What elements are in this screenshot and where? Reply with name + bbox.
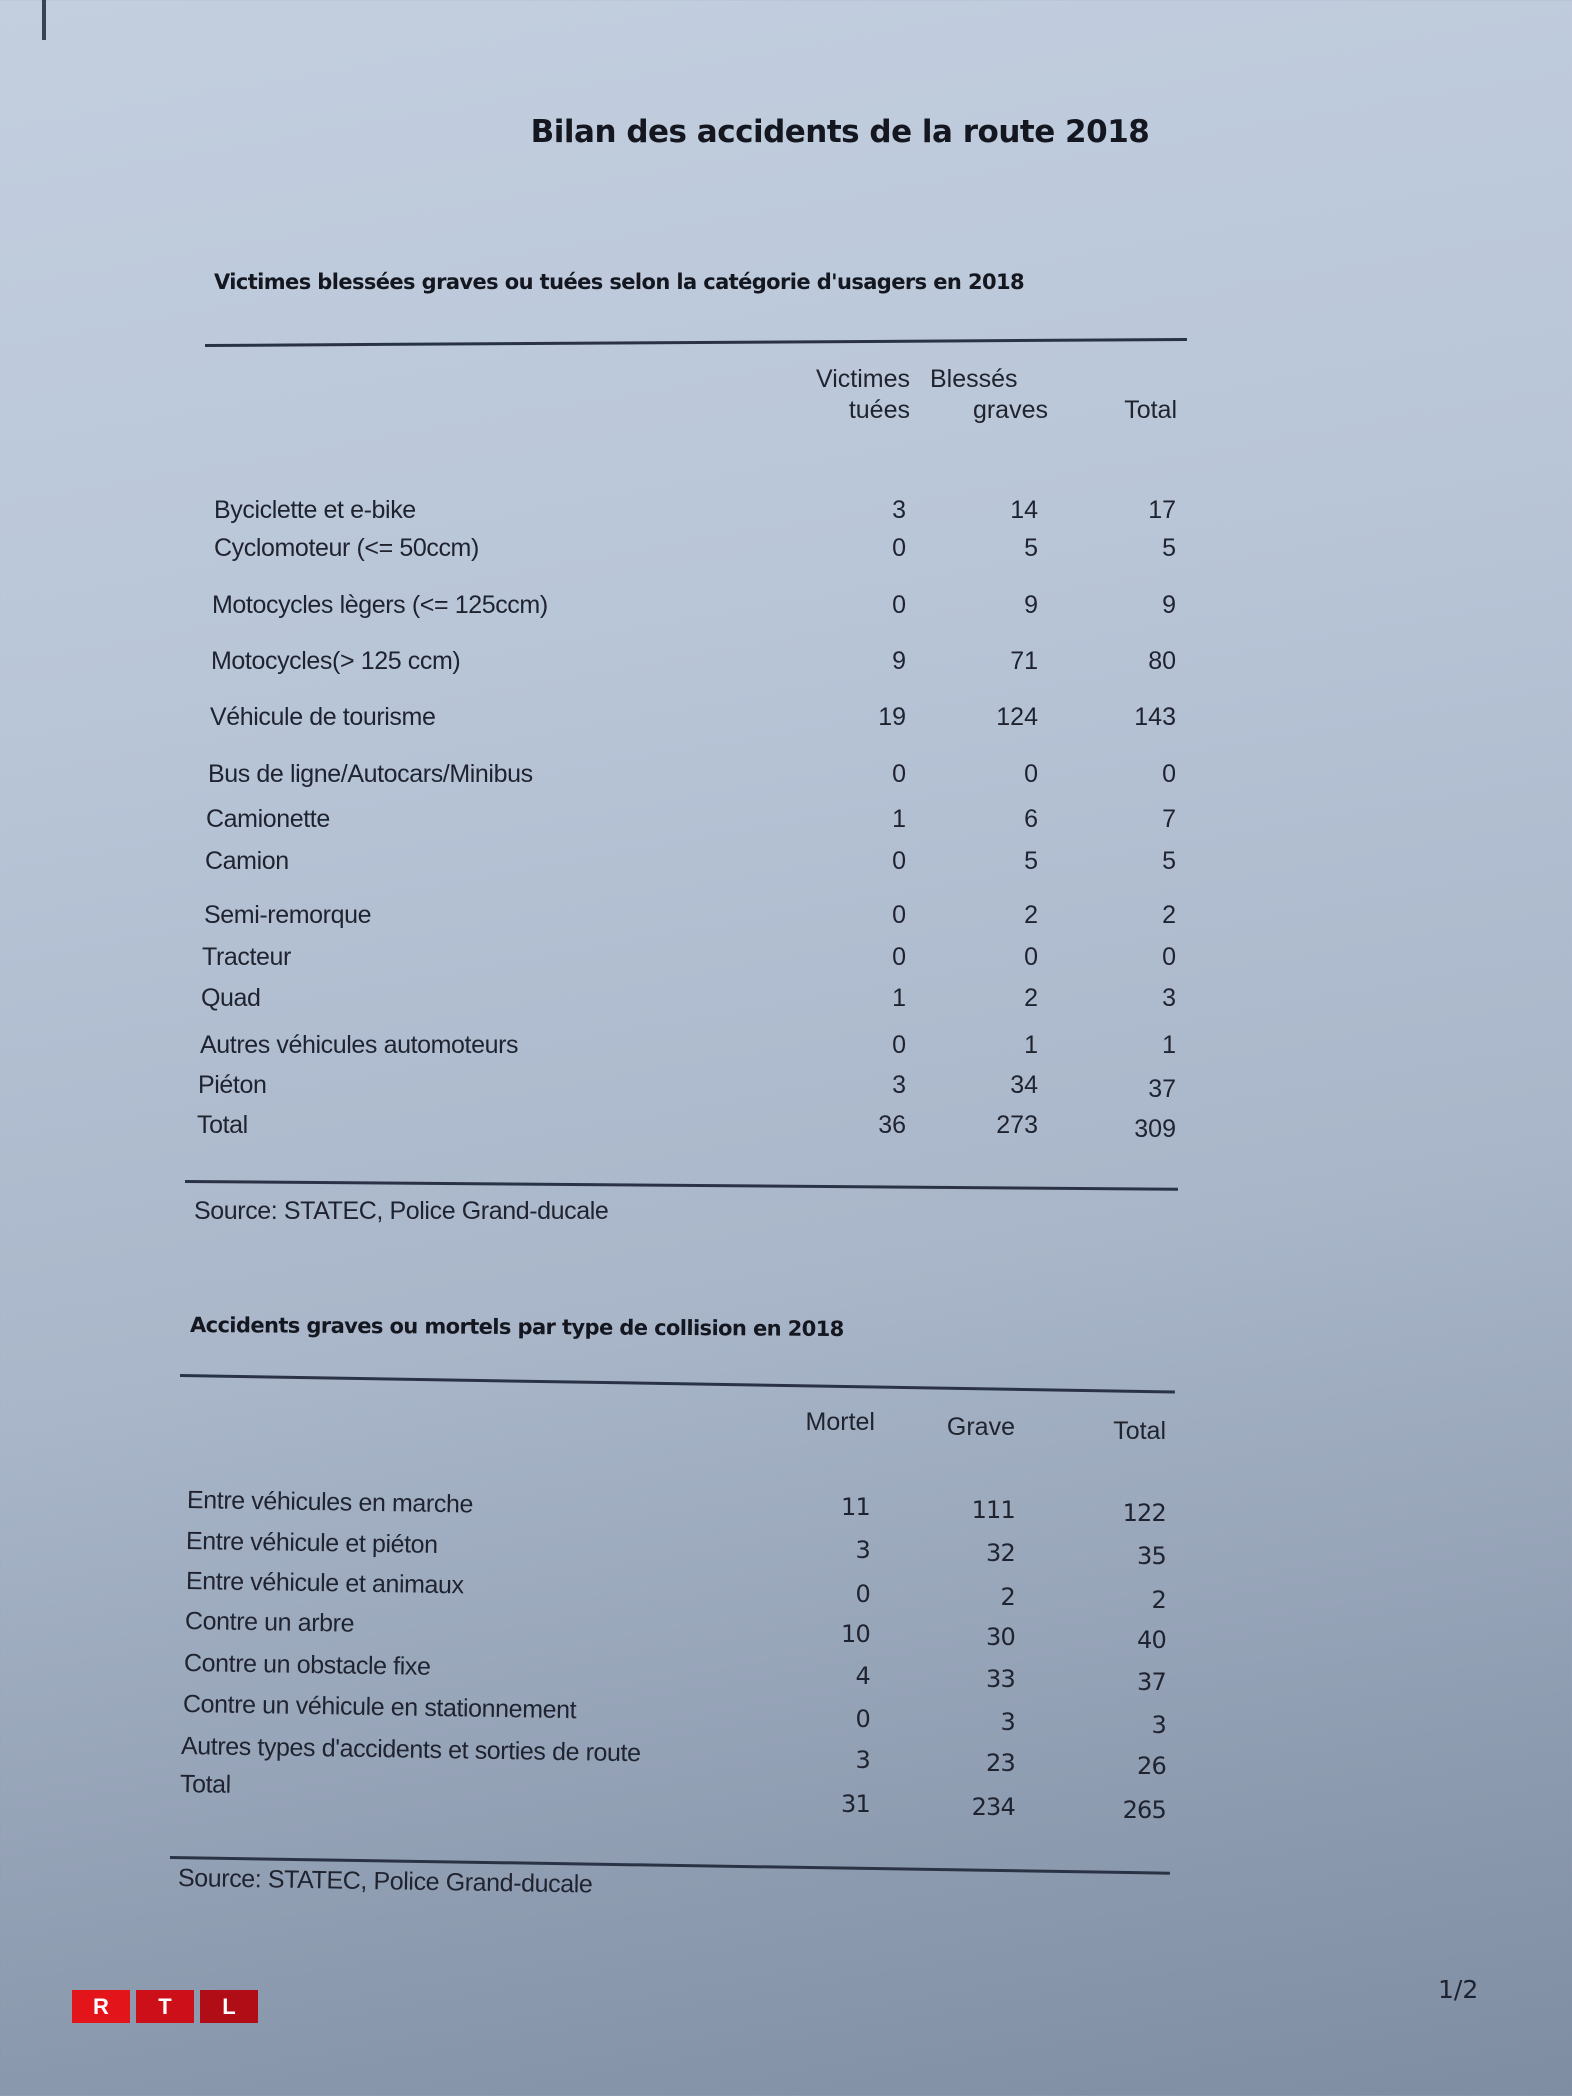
row-label: Motocycles lègers (<= 125ccm) — [212, 591, 548, 619]
cell-tuees: 0 — [892, 847, 906, 875]
cell-tuees: 3 — [892, 496, 906, 524]
cell-total: 5 — [1162, 847, 1176, 875]
rtl-logo — [72, 1990, 258, 2023]
table2-subtitle: Accidents graves ou mortels par type de collision en 2018 — [189, 1313, 844, 1341]
cell-mortel: 0 — [855, 1580, 870, 1608]
cell-graves: 0 — [1024, 760, 1038, 788]
cell-graves: 5 — [1024, 534, 1038, 562]
row-label: Quad — [201, 984, 261, 1012]
row-label: Motocycles(> 125 ccm) — [211, 647, 461, 675]
cell-total: 40 — [1137, 1626, 1166, 1654]
cell-total: 143 — [1134, 703, 1176, 731]
cell-total: 37 — [1148, 1075, 1176, 1103]
cell-mortel: 3 — [855, 1536, 870, 1564]
row-label: Entre véhicules en marche — [186, 1486, 474, 1519]
cell-grave: 111 — [971, 1496, 1015, 1524]
row-label: Tracteur — [202, 943, 291, 971]
cell-tuees: 19 — [878, 703, 906, 731]
cell-grave: 234 — [971, 1793, 1015, 1821]
cell-grave: 2 — [1000, 1583, 1015, 1611]
row-label: Total — [197, 1111, 248, 1139]
cell-graves: 5 — [1024, 847, 1038, 875]
cell-tuees: 0 — [892, 901, 906, 929]
row-label: Semi-remorque — [204, 901, 372, 929]
row-label: Cyclomoteur (<= 50ccm) — [214, 534, 479, 562]
cell-tuees: 1 — [892, 984, 906, 1012]
table2-header-grave: Grave — [946, 1413, 1015, 1441]
cell-total: 37 — [1137, 1668, 1166, 1696]
cell-grave: 30 — [986, 1623, 1015, 1651]
cell-grave: 32 — [986, 1539, 1015, 1567]
cell-graves: 1 — [1024, 1031, 1038, 1059]
cell-mortel: 10 — [841, 1620, 870, 1648]
cell-total: 17 — [1148, 496, 1176, 524]
logo-letter: T — [136, 1990, 194, 2023]
cell-tuees: 0 — [892, 943, 906, 971]
cell-graves: 34 — [1010, 1071, 1038, 1099]
header-line: tuées — [848, 396, 910, 424]
row-label: Contre un arbre — [184, 1607, 355, 1638]
cell-total: 26 — [1137, 1752, 1166, 1780]
header-line: Blessés — [930, 365, 1018, 393]
header-line: graves — [972, 396, 1048, 424]
cell-grave: 33 — [986, 1665, 1015, 1693]
cell-graves: 6 — [1024, 805, 1038, 833]
cell-graves: 273 — [996, 1111, 1038, 1139]
cell-total: 3 — [1151, 1711, 1166, 1739]
table1-header-total: Total — [1124, 396, 1177, 424]
row-label: Entre véhicule et piéton — [185, 1527, 438, 1559]
row-label: Contre un véhicule en stationnement — [182, 1690, 577, 1725]
cell-graves: 2 — [1024, 901, 1038, 929]
cell-graves: 124 — [996, 703, 1038, 731]
row-label: Camionette — [206, 805, 330, 833]
cell-total: 1 — [1162, 1031, 1176, 1059]
cell-grave: 23 — [986, 1749, 1015, 1777]
cell-total: 80 — [1148, 647, 1176, 675]
table2-source: Source: STATEC, Police Grand-ducale — [177, 1864, 593, 1899]
table1-subtitle: Victimes blessées graves ou tuées selon la catégorie d'usagers en 2018 — [214, 270, 1024, 294]
row-label: Entre véhicule et animaux — [185, 1567, 464, 1600]
cell-graves: 9 — [1024, 591, 1038, 619]
row-label: Véhicule de tourisme — [210, 703, 436, 731]
cell-total: 0 — [1162, 760, 1176, 788]
row-label: Total — [179, 1770, 232, 1799]
cell-total: 3 — [1162, 984, 1176, 1012]
table1-source: Source: STATEC, Police Grand-ducale — [194, 1197, 609, 1225]
cell-tuees: 0 — [892, 760, 906, 788]
cell-grave: 3 — [1000, 1708, 1015, 1736]
cell-tuees: 36 — [878, 1111, 906, 1139]
row-label: Bus de ligne/Autocars/Minibus — [208, 760, 533, 788]
row-label: Contre un obstacle fixe — [183, 1649, 431, 1681]
cell-total: 2 — [1162, 901, 1176, 929]
cell-total: 2 — [1151, 1586, 1166, 1614]
page-number: 1/2 — [1438, 1975, 1479, 2004]
row-label: Piéton — [198, 1071, 267, 1099]
cell-mortel: 3 — [855, 1746, 870, 1774]
cell-total: 5 — [1162, 534, 1176, 562]
cell-total: 35 — [1137, 1542, 1166, 1570]
table2-header-mortel: Mortel — [805, 1408, 875, 1436]
row-label: Autres véhicules automoteurs — [200, 1031, 519, 1059]
cell-tuees: 0 — [892, 591, 906, 619]
cell-graves: 2 — [1024, 984, 1038, 1012]
cell-tuees: 0 — [892, 1031, 906, 1059]
cell-mortel: 11 — [841, 1493, 870, 1521]
cell-total: 9 — [1162, 591, 1176, 619]
cell-total: 265 — [1122, 1796, 1166, 1824]
header-line: Victimes — [815, 365, 910, 393]
row-label: Camion — [205, 847, 289, 875]
cell-total: 122 — [1122, 1499, 1166, 1527]
cell-tuees: 0 — [892, 534, 906, 562]
row-label: Byciclette et e-bike — [214, 496, 416, 524]
document-title: Bilan des accidents de la route 2018 — [530, 114, 1150, 150]
row-label: Autres types d'accidents et sorties de route — [180, 1732, 641, 1768]
cell-tuees: 9 — [892, 647, 906, 675]
cell-tuees: 3 — [892, 1071, 906, 1099]
logo-letter: R — [72, 1990, 130, 2023]
cell-graves: 0 — [1024, 943, 1038, 971]
cell-tuees: 1 — [892, 805, 906, 833]
cell-graves: 14 — [1010, 496, 1038, 524]
cell-mortel: 4 — [855, 1662, 870, 1690]
cell-mortel: 31 — [841, 1790, 870, 1818]
table2-header-total: Total — [1113, 1417, 1166, 1445]
cell-mortel: 0 — [855, 1705, 870, 1733]
cell-total: 7 — [1162, 805, 1176, 833]
cell-graves: 71 — [1010, 647, 1038, 675]
cell-total: 309 — [1134, 1115, 1176, 1143]
logo-letter: L — [200, 1990, 258, 2023]
cell-total: 0 — [1162, 943, 1176, 971]
